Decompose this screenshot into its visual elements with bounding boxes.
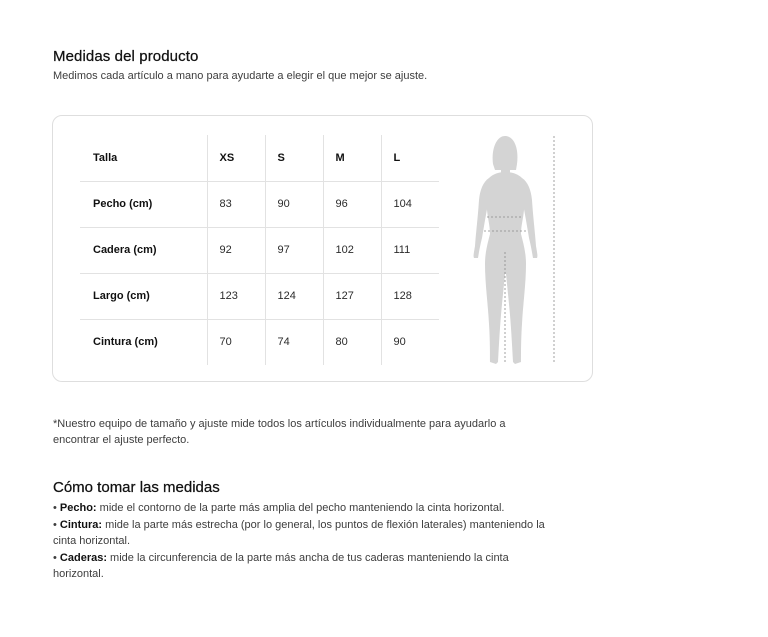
measure-text: mide el contorno de la parte más amplia del pecho manteniendo la cinta horizontal. — [96, 502, 505, 514]
table-cell: 97 — [265, 227, 323, 273]
row-label: Pecho (cm) — [80, 181, 207, 227]
table-cell: 128 — [381, 273, 439, 319]
size-header-m: M — [323, 135, 381, 181]
list-item: • Pecho: mide el contorno de la parte más amplia del pecho manteniendo la cinta horizontal. — [53, 502, 505, 514]
fit-note: *Nuestro equipo de tamaño y ajuste mide todos los artículos individualmente para ayudarlo a encontrar el ajuste perfecto. — [53, 418, 506, 446]
row-label: Cintura (cm) — [80, 319, 207, 365]
measure-text: mide la circunferencia de la parte más ancha de tus caderas manteniendo la cinta horizontal. — [53, 551, 509, 580]
how-to-measure-list — [53, 500, 553, 583]
body-silhouette-icon — [471, 134, 556, 368]
page-subtitle: Medimos cada artículo a mano para ayudarte a elegir el que mejor se ajuste. — [53, 70, 428, 82]
row-label: Cadera (cm) — [80, 227, 207, 273]
table-cell: 92 — [207, 227, 265, 273]
table-cell: 90 — [265, 181, 323, 227]
list-item: • Caderas: mide la circunferencia de la parte más ancha de tus caderas manteniendo la cinta horizontal. — [53, 551, 509, 580]
how-to-measure-title: Cómo tomar las medidas — [53, 479, 220, 496]
row-label: Largo (cm) — [80, 273, 207, 319]
table-cell: 70 — [207, 319, 265, 365]
table-row — [80, 181, 439, 227]
table-cell: 124 — [265, 273, 323, 319]
table-cell: 90 — [381, 319, 439, 365]
size-header-row — [80, 135, 439, 181]
table-cell: 96 — [323, 181, 381, 227]
size-chart-card — [52, 115, 593, 382]
list-item: • Cintura: mide la parte más estrecha (por lo general, los puntos de flexión laterales) manteniendo la cinta horizontal. — [53, 518, 545, 547]
table-cell: 111 — [381, 227, 439, 273]
table-row — [80, 273, 439, 319]
size-table — [80, 135, 439, 365]
measure-text: mide la parte más estrecha (por lo general, los puntos de flexión laterales) manteniendo la cinta horizontal. — [53, 518, 545, 547]
size-header-s: S — [265, 135, 323, 181]
table-row — [80, 319, 439, 365]
table-cell: 123 — [207, 273, 265, 319]
table-cell: 102 — [323, 227, 381, 273]
size-header-label: Talla — [93, 151, 118, 164]
table-cell: 83 — [207, 181, 265, 227]
measure-term: Caderas: — [59, 551, 107, 564]
table-cell: 74 — [265, 319, 323, 365]
size-header-xs: XS — [207, 135, 265, 181]
table-cell: 127 — [323, 273, 381, 319]
table-cell: 104 — [381, 181, 439, 227]
measure-term: Cintura: — [59, 518, 103, 531]
table-row — [80, 227, 439, 273]
page-title: Medidas del producto — [53, 48, 199, 65]
table-cell: 80 — [323, 319, 381, 365]
size-header-l: L — [381, 135, 439, 181]
measure-term: Pecho: — [59, 502, 97, 514]
